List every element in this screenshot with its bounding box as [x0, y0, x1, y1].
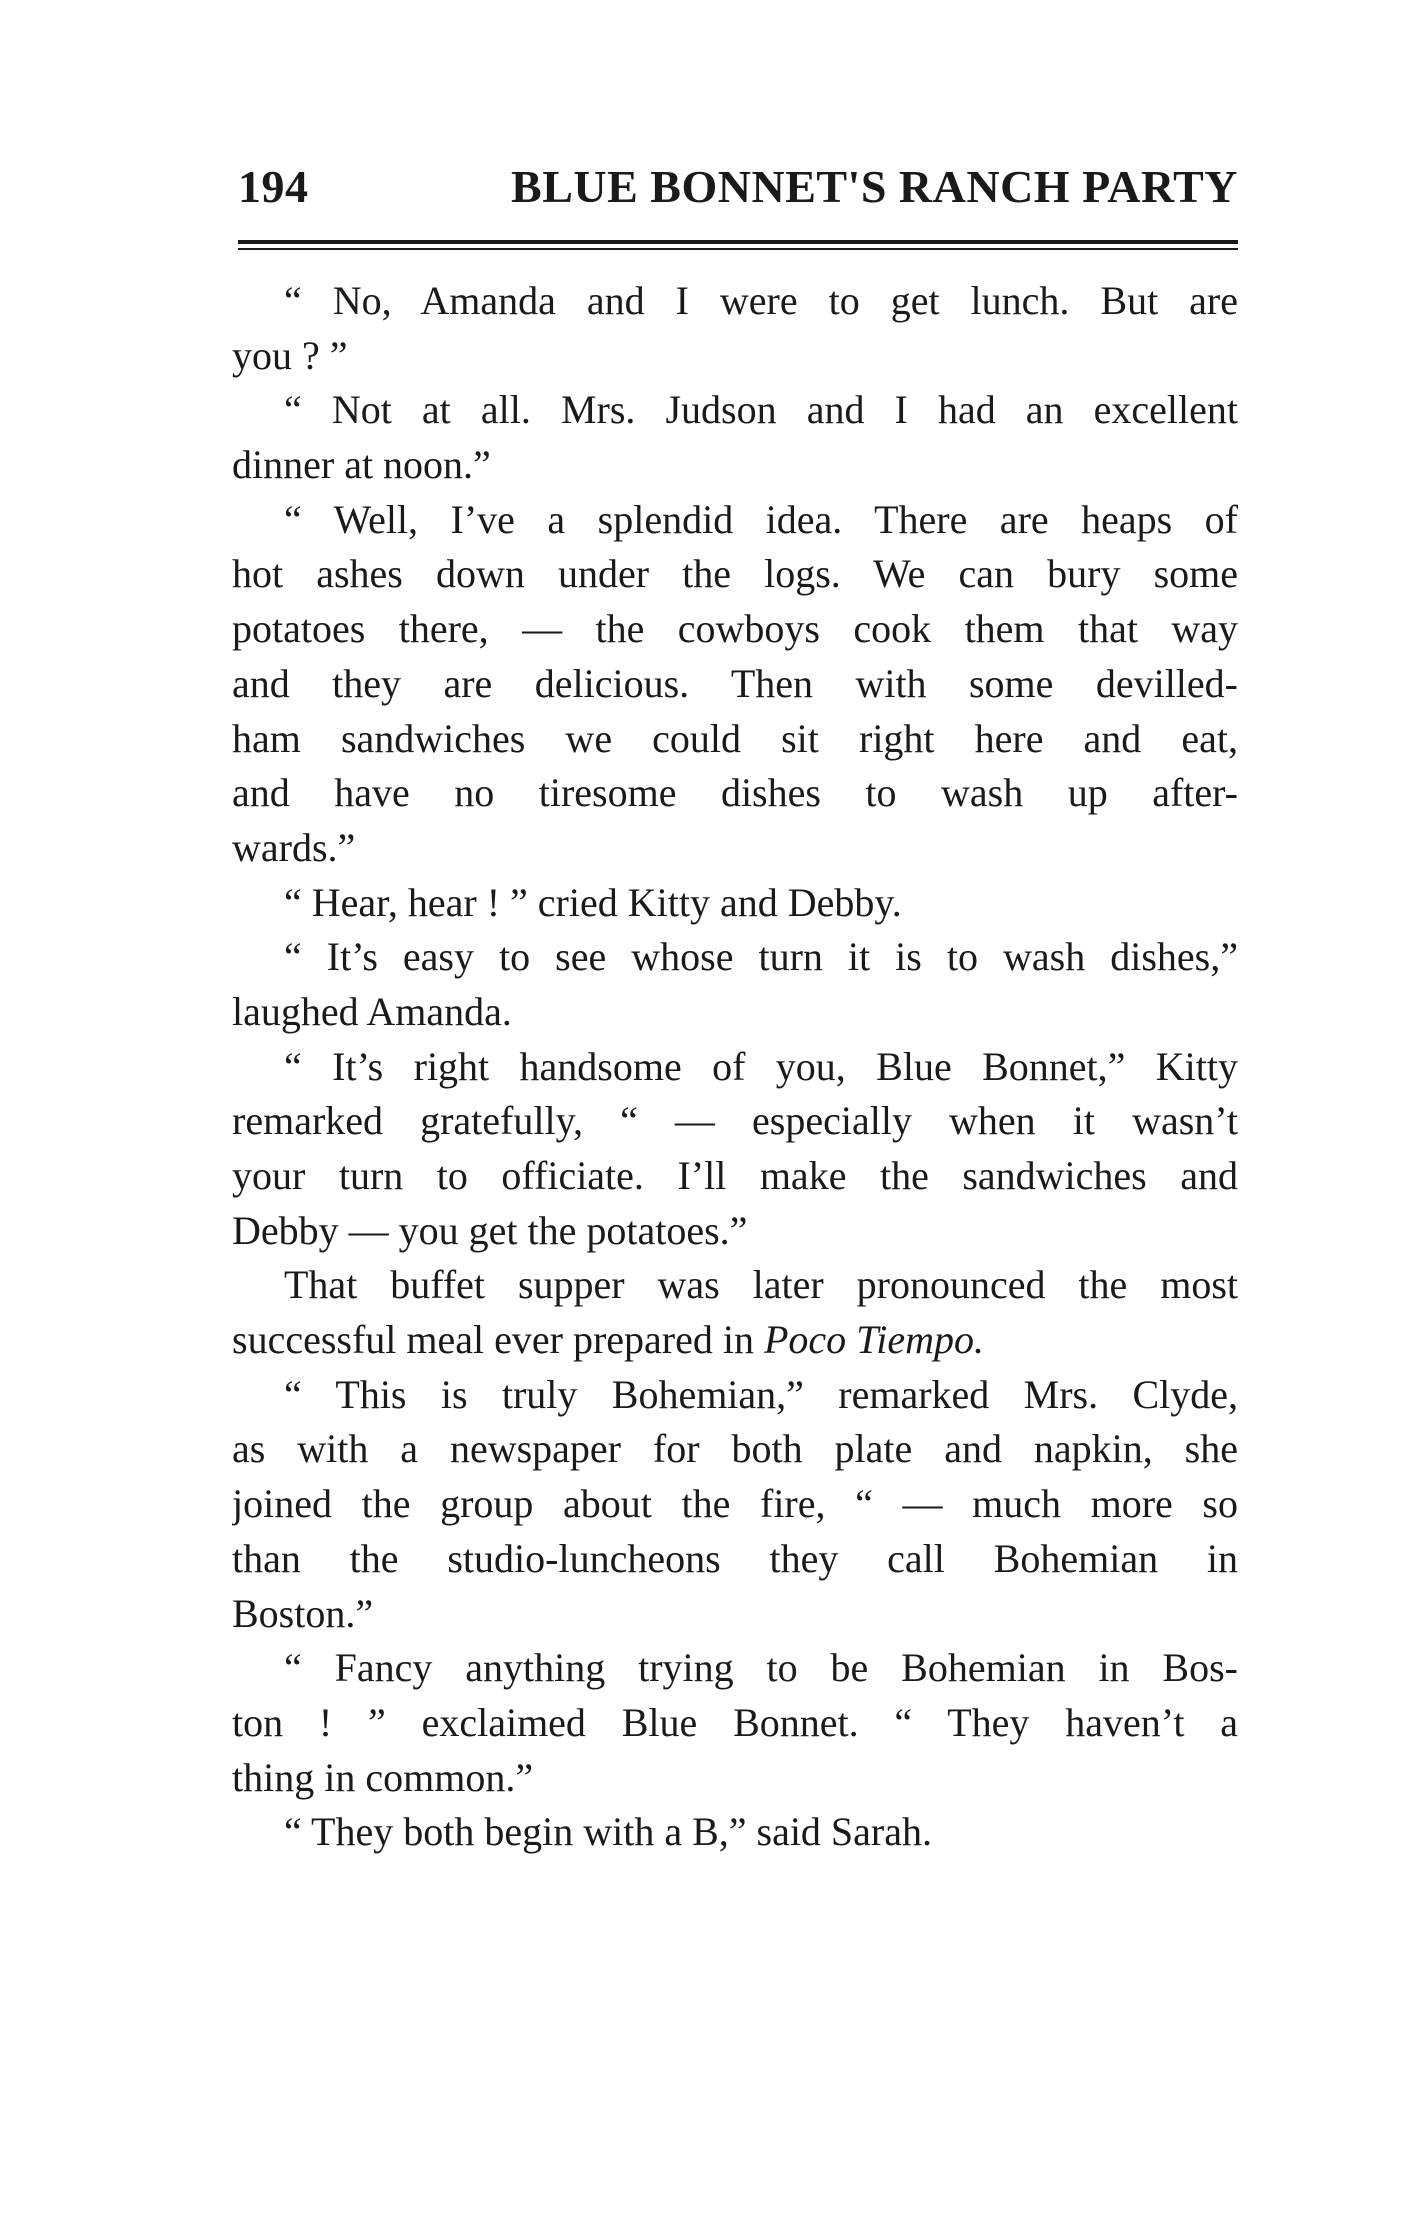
text-line: “ Hear, hear ! ” cried Kitty and Debby.: [284, 879, 902, 925]
text-line: your turn to officiate. I’ll make the sandwiches and: [232, 1153, 1238, 1198]
body-text: [232, 274, 1238, 1860]
text-line: hot ashes down under the logs. We can bury some: [232, 551, 1238, 597]
text-line: Boston.”: [232, 1590, 374, 1636]
text-line: “ Well, I’ve a splendid idea. There are heaps of: [284, 496, 1238, 542]
text-line: thing in common.”: [232, 1754, 534, 1800]
text-line: wards.”: [232, 824, 356, 870]
text-line: dinner at noon.”: [232, 442, 491, 488]
text-line: and they are delicious. Then with some devilled-: [232, 660, 1238, 706]
text-line: [232, 1313, 1238, 1368]
text-run: successful meal ever prepared in: [232, 1317, 754, 1363]
italic-ranch-name: Poco Tiempo.: [763, 1317, 984, 1363]
text-line: “ It’s right handsome of you, Blue Bonnet,” Kitty: [284, 1043, 1238, 1089]
header-rule-thin: [238, 248, 1238, 250]
text-line: and have no tiresome dishes to wash up after-: [232, 770, 1238, 816]
text-line: Debby — you get the potatoes.”: [232, 1207, 748, 1253]
text-line: “ Not at all. Mrs. Judson and I had an excellent: [284, 387, 1238, 433]
page-number: 194: [238, 161, 309, 212]
text-line: “ They both begin with a B,” said Sarah.: [284, 1809, 933, 1855]
header-rule-thick: [238, 240, 1238, 244]
text-line: That buffet supper was later pronounced the most: [284, 1262, 1238, 1308]
text-line: “ Fancy anything trying to be Bohemian in Bos-: [284, 1645, 1238, 1691]
text-line: joined the group about the fire, “ — much more so: [232, 1481, 1238, 1527]
text-line: remarked gratefully, “ — especially when it wasn’t: [232, 1098, 1238, 1144]
text-line: ham sandwiches we could sit right here and eat,: [232, 715, 1238, 761]
text-line: potatoes there, — the cowboys cook them that way: [232, 606, 1238, 652]
text-line: you ? ”: [232, 332, 348, 378]
text-line: “ This is truly Bohemian,” remarked Mrs. Clyde,: [284, 1371, 1238, 1417]
running-header: [238, 160, 1238, 220]
text-line: as with a newspaper for both plate and napkin, she: [232, 1426, 1238, 1472]
text-line: than the studio-luncheons they call Bohemian in: [232, 1535, 1238, 1581]
text-line: “ No, Amanda and I were to get lunch. But are: [284, 278, 1238, 323]
text-line: ton ! ” exclaimed Blue Bonnet. “ They haven’t a: [232, 1699, 1238, 1745]
text-line: “ It’s easy to see whose turn it is to wash dishes,”: [284, 934, 1238, 980]
text-line: laughed Amanda.: [232, 988, 512, 1034]
running-title: BLUE BONNET'S RANCH PARTY: [511, 161, 1238, 212]
